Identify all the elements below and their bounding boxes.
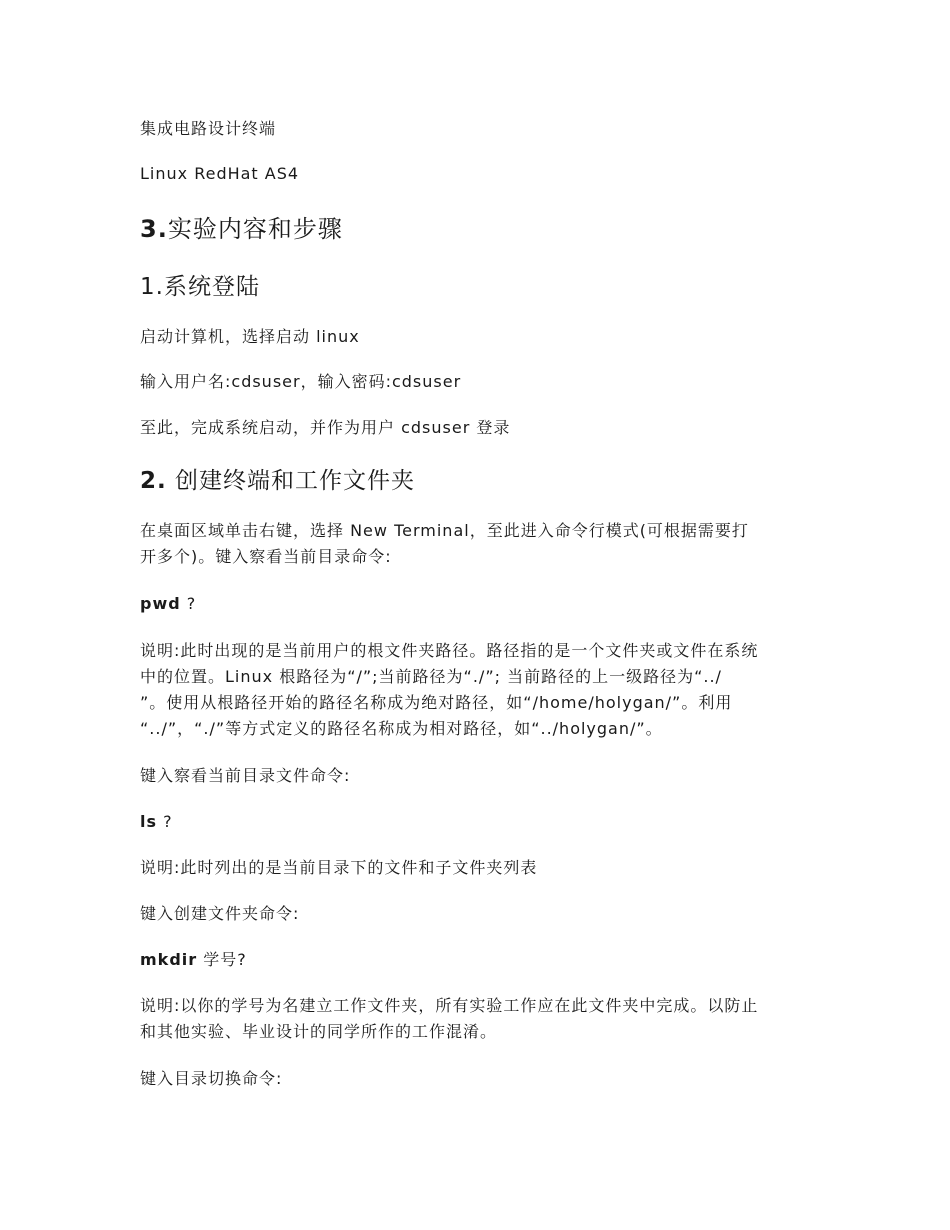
command-suffix: ? — [157, 812, 173, 831]
command-mkdir — [140, 947, 247, 973]
paragraph-line: 中的位置。Linux 根路径为“/”;当前路径为“./”; 当前路径的上一级路径为“../ — [140, 667, 722, 686]
command-text: pwd — [140, 594, 181, 613]
command-ls — [140, 809, 173, 835]
ls-intro: 键入察看当前目录文件命令: — [140, 766, 351, 785]
mkdir-description — [140, 993, 810, 1045]
paragraph-line: 至此，完成系统启动，并作为用户 cdsuser 登录 — [140, 418, 511, 437]
os-line: Linux RedHat AS4 — [140, 164, 300, 183]
step-title: 创建终端和工作文件夹 — [166, 468, 416, 494]
command-suffix: ? — [180, 594, 197, 613]
paragraph-line: 说明:此时出现的是当前用户的根文件夹路径。路径指的是一个文件夹或文件在系统 — [140, 641, 759, 660]
mkdir-intro: 键入创建文件夹命令: — [140, 904, 300, 923]
section-title: 实验内容和步骤 — [167, 215, 343, 243]
paragraph-line: 开多个)。键入察看当前目录命令: — [140, 547, 392, 566]
paragraph-line: 启动计算机，选择启动 linux — [140, 327, 360, 346]
command-text: mkdir — [140, 950, 198, 969]
terminal-paragraph — [140, 518, 810, 570]
step-number: 2. — [140, 468, 167, 494]
command-pwd — [140, 591, 196, 617]
paragraph-line: 在桌面区域单击右键，选择 New Terminal，至此进入命令行模式(可根据需要打 — [140, 521, 749, 540]
command-text: ls — [140, 812, 158, 831]
paragraph-line: 输入用户名:cdsuser，输入密码:cdsuser — [140, 372, 462, 391]
section-heading — [140, 212, 343, 246]
step-title: 系统登陆 — [163, 274, 260, 300]
cd-intro: 键入目录切换命令: — [140, 1069, 283, 1088]
paragraph-line: “../”，“./”等方式定义的路径名称成为相对路径，如“../holygan/”。 — [140, 719, 663, 738]
step-heading-terminal — [140, 464, 415, 498]
environment-line: 集成电路设计终端 — [140, 119, 277, 138]
pwd-description — [140, 638, 810, 742]
paragraph-line: 和其他实验、毕业设计的同学所作的工作混淆。 — [140, 1022, 498, 1041]
section-number: 3. — [140, 215, 168, 243]
paragraph-line: ”。使用从根路径开始的路径名称成为绝对路径，如“/home/holygan/”。利用 — [140, 693, 733, 712]
command-suffix: 学号? — [197, 950, 247, 969]
step-number: 1. — [140, 274, 164, 300]
paragraph-line: 说明:以你的学号为名建立工作文件夹，所有实验工作应在此文件夹中完成。以防止 — [140, 996, 759, 1015]
step-heading-login — [140, 270, 260, 304]
ls-description: 说明:此时列出的是当前目录下的文件和子文件夹列表 — [140, 858, 538, 877]
